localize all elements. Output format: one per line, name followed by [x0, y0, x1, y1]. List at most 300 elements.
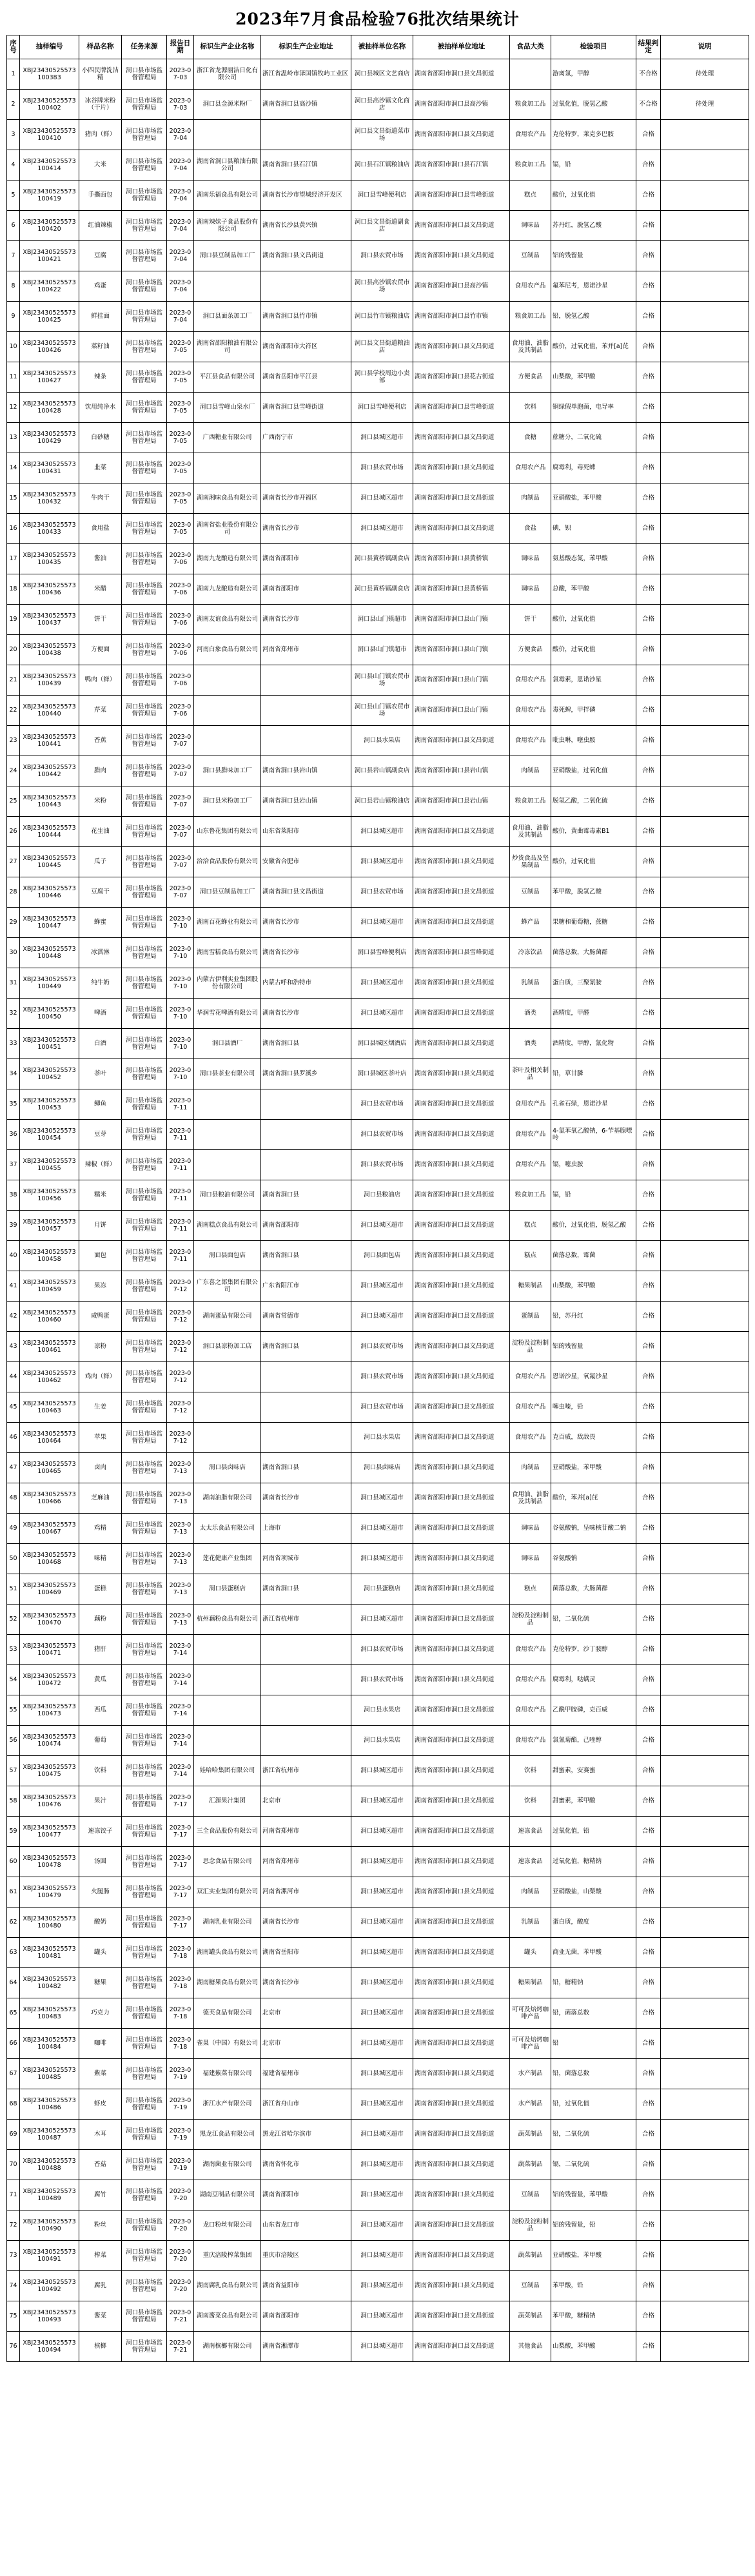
- col-sampled-unit-address: 湖南省邵阳市洞口县文昌街道: [413, 2332, 510, 2362]
- table-row: [7, 1695, 749, 1726]
- col-sampled-unit: 洞口县城区超市: [351, 514, 413, 544]
- col-index: 66: [7, 2029, 20, 2059]
- col-manufacturer-address: 广西南宁市: [261, 423, 351, 453]
- col-remark: [661, 1362, 749, 1392]
- col-sampled-unit: 洞口县城区超市: [351, 2059, 413, 2089]
- col-sample-code: XBJ23430525573100493: [20, 2301, 79, 2332]
- col-manufacturer: 湖南省盐业股份有限公司: [194, 514, 261, 544]
- col-sample-name: 黄瓜: [79, 1665, 122, 1695]
- col-sample-name: 咖啡: [79, 2029, 122, 2059]
- col-task-source: 洞口县市场监督管理局: [122, 1544, 167, 1574]
- col-food-category: 冷冻饮品: [510, 938, 551, 968]
- col-manufacturer: 重庆涪陵榨菜集团: [194, 2241, 261, 2271]
- col-test-items: 亚硝酸盐，过氧化值: [551, 756, 636, 786]
- col-sampled-unit-address: 湖南省邵阳市洞口县雪峰街道: [413, 393, 510, 423]
- col-result: 合格: [636, 1271, 661, 1302]
- col-food-category: 食用农产品: [510, 1150, 551, 1180]
- col-result: 合格: [636, 1029, 661, 1059]
- col-manufacturer-address: 湖南省洞口县罗溪乡: [261, 1059, 351, 1089]
- col-result: 不合格: [636, 90, 661, 120]
- col-manufacturer-address: 福建省福州市: [261, 2059, 351, 2089]
- col-result: 合格: [636, 362, 661, 393]
- col-sample-name: 面包: [79, 1241, 122, 1271]
- col-remark: [661, 2301, 749, 2332]
- col-remark: [661, 1453, 749, 1483]
- col-remark: [661, 211, 749, 241]
- col-manufacturer-address: [261, 665, 351, 696]
- header-col-test-items: 检验项目: [551, 35, 636, 59]
- col-index: 76: [7, 2332, 20, 2362]
- col-task-source: 洞口县市场监督管理局: [122, 1392, 167, 1423]
- col-sampled-unit-address: 湖南省邵阳市洞口县文昌街道: [413, 1483, 510, 1514]
- col-food-category: 蔬菜制品: [510, 2120, 551, 2150]
- col-manufacturer: 湖南腐乳食品有限公司: [194, 2271, 261, 2301]
- col-remark: [661, 1695, 749, 1726]
- col-sample-name: 米醋: [79, 574, 122, 605]
- col-sample-code: XBJ23430525573100438: [20, 635, 79, 665]
- col-index: 10: [7, 332, 20, 362]
- col-index: 35: [7, 1089, 20, 1120]
- col-manufacturer-address: 湖南省洞口县岩山镇: [261, 786, 351, 817]
- col-test-items: 铅，菌落总数: [551, 1998, 636, 2029]
- table-row: [7, 1786, 749, 1817]
- col-sampled-unit: 洞口县农贸市场: [351, 1332, 413, 1362]
- col-report-date: 2023-07-06: [167, 574, 194, 605]
- col-remark: [661, 817, 749, 847]
- col-result: 合格: [636, 938, 661, 968]
- col-task-source: 洞口县市场监督管理局: [122, 2029, 167, 2059]
- col-test-items: 游离氯，甲醇: [551, 59, 636, 90]
- col-test-items: 腐霉利，毒死蜱: [551, 453, 636, 483]
- col-test-items: 铜绿假单胞菌，电导率: [551, 393, 636, 423]
- col-manufacturer: [194, 1120, 261, 1150]
- col-sample-code: XBJ23430525573100489: [20, 2180, 79, 2210]
- col-sample-name: 白砂糖: [79, 423, 122, 453]
- col-index: 15: [7, 483, 20, 514]
- col-sampled-unit-address: 湖南省邵阳市洞口县文昌街道: [413, 817, 510, 847]
- col-task-source: 洞口县市场监督管理局: [122, 181, 167, 211]
- col-remark: [661, 726, 749, 756]
- col-manufacturer-address: 湖南省洞口县: [261, 1029, 351, 1059]
- col-manufacturer: 德芙食品有限公司: [194, 1998, 261, 2029]
- col-task-source: 洞口县市场监督管理局: [122, 1483, 167, 1514]
- col-manufacturer: 雀巢（中国）有限公司: [194, 2029, 261, 2059]
- col-sampled-unit: 洞口县城区超市: [351, 1211, 413, 1241]
- col-sampled-unit: 洞口县农贸市场: [351, 1392, 413, 1423]
- col-report-date: 2023-07-06: [167, 544, 194, 574]
- col-task-source: 洞口县市场监督管理局: [122, 1211, 167, 1241]
- col-result: 合格: [636, 2029, 661, 2059]
- col-result: 合格: [636, 1089, 661, 1120]
- col-sample-code: XBJ23430525573100453: [20, 1089, 79, 1120]
- col-test-items: 铅，糖精钠: [551, 1968, 636, 1998]
- col-manufacturer: 福建紫菜有限公司: [194, 2059, 261, 2089]
- col-sample-code: XBJ23430525573100454: [20, 1120, 79, 1150]
- col-index: 2: [7, 90, 20, 120]
- col-sampled-unit-address: 湖南省邵阳市洞口县文昌街道: [413, 1968, 510, 1998]
- col-manufacturer-address: 河南省郑州市: [261, 635, 351, 665]
- col-task-source: 洞口县市场监督管理局: [122, 332, 167, 362]
- col-manufacturer: 湖南菌业有限公司: [194, 2150, 261, 2180]
- col-result: 合格: [636, 453, 661, 483]
- col-sample-name: 小四民牌洗洁精: [79, 59, 122, 90]
- col-test-items: 镉，铅: [551, 1180, 636, 1211]
- col-result: 合格: [636, 2271, 661, 2301]
- col-food-category: 肉制品: [510, 1453, 551, 1483]
- col-remark: [661, 1241, 749, 1271]
- header-col-sampled-unit: 被抽样单位名称: [351, 35, 413, 59]
- col-report-date: 2023-07-04: [167, 181, 194, 211]
- table-row: [7, 1514, 749, 1544]
- col-sampled-unit: 洞口县城区超市: [351, 2150, 413, 2180]
- col-food-category: 糖果制品: [510, 1968, 551, 1998]
- col-index: 37: [7, 1150, 20, 1180]
- col-result: 合格: [636, 1241, 661, 1271]
- col-sample-name: 咸鸭蛋: [79, 1302, 122, 1332]
- col-sampled-unit-address: 湖南省邵阳市洞口县山门镇: [413, 665, 510, 696]
- col-food-category: 酒类: [510, 1029, 551, 1059]
- col-report-date: 2023-07-10: [167, 999, 194, 1029]
- col-manufacturer: 湖南糖果食品有限公司: [194, 1968, 261, 1998]
- col-report-date: 2023-07-10: [167, 1029, 194, 1059]
- col-remark: [661, 1089, 749, 1120]
- col-sample-code: XBJ23430525573100494: [20, 2332, 79, 2362]
- col-sample-name: 红油辣椒: [79, 211, 122, 241]
- col-remark: [661, 665, 749, 696]
- col-report-date: 2023-07-13: [167, 1544, 194, 1574]
- col-sample-code: XBJ23430525573100444: [20, 817, 79, 847]
- col-manufacturer-address: 广东省阳江市: [261, 1271, 351, 1302]
- col-sample-name: 韭菜: [79, 453, 122, 483]
- col-index: 68: [7, 2089, 20, 2120]
- table-row: [7, 756, 749, 786]
- col-test-items: 噻虫嗪，铅: [551, 1392, 636, 1423]
- col-manufacturer: 华润雪花啤酒有限公司: [194, 999, 261, 1029]
- col-food-category: 食用油、油脂及其制品: [510, 332, 551, 362]
- col-sample-code: XBJ23430525573100439: [20, 665, 79, 696]
- col-report-date: 2023-07-12: [167, 1332, 194, 1362]
- col-sampled-unit: 洞口县雪峰便利店: [351, 181, 413, 211]
- col-sampled-unit-address: 湖南省邵阳市洞口县文昌街道: [413, 1635, 510, 1665]
- col-report-date: 2023-07-18: [167, 1938, 194, 1968]
- table-row: [7, 2089, 749, 2120]
- table-row: [7, 1756, 749, 1786]
- col-test-items: 氨基酸态氮，苯甲酸: [551, 544, 636, 574]
- col-index: 32: [7, 999, 20, 1029]
- col-result: 合格: [636, 1211, 661, 1241]
- col-index: 16: [7, 514, 20, 544]
- col-manufacturer-address: 湖南省洞口县: [261, 1241, 351, 1271]
- col-sampled-unit: 洞口县城区超市: [351, 2301, 413, 2332]
- col-index: 52: [7, 1605, 20, 1635]
- col-sample-code: XBJ23430525573100482: [20, 1968, 79, 1998]
- col-manufacturer-address: 山东省龙口市: [261, 2210, 351, 2241]
- col-report-date: 2023-07-11: [167, 1211, 194, 1241]
- col-sample-name: 汤圆: [79, 1847, 122, 1877]
- col-sample-name: 食用盐: [79, 514, 122, 544]
- header-col-result: 结果判定: [636, 35, 661, 59]
- col-sample-name: 酱菜: [79, 2301, 122, 2332]
- col-sampled-unit: 洞口县山门镇超市: [351, 635, 413, 665]
- col-remark: [661, 908, 749, 938]
- col-sample-name: 鲫鱼: [79, 1089, 122, 1120]
- col-sample-code: XBJ23430525573100427: [20, 362, 79, 393]
- col-task-source: 洞口县市场监督管理局: [122, 1938, 167, 1968]
- col-food-category: 糕点: [510, 181, 551, 211]
- table-row: [7, 150, 749, 181]
- col-sampled-unit-address: 湖南省邵阳市洞口县文昌街道: [413, 1029, 510, 1059]
- col-remark: [661, 483, 749, 514]
- col-food-category: 食盐: [510, 514, 551, 544]
- col-sampled-unit-address: 湖南省邵阳市洞口县雪峰街道: [413, 181, 510, 211]
- col-test-items: 孔雀石绿，恩诺沙星: [551, 1089, 636, 1120]
- col-sample-code: XBJ23430525573100465: [20, 1453, 79, 1483]
- col-task-source: 洞口县市场监督管理局: [122, 574, 167, 605]
- col-result: 合格: [636, 847, 661, 877]
- table-row: [7, 483, 749, 514]
- col-sample-name: 月饼: [79, 1211, 122, 1241]
- col-test-items: 吡虫啉，噻虫胺: [551, 726, 636, 756]
- col-manufacturer-address: 湖南省岳阳市平江县: [261, 362, 351, 393]
- col-task-source: 洞口县市场监督管理局: [122, 1847, 167, 1877]
- col-manufacturer-address: 北京市: [261, 1998, 351, 2029]
- col-sampled-unit-address: 湖南省邵阳市洞口县文昌街道: [413, 1120, 510, 1150]
- col-report-date: 2023-07-14: [167, 1695, 194, 1726]
- col-food-category: 食用农产品: [510, 726, 551, 756]
- col-manufacturer-address: 湖南省邵阳市: [261, 1211, 351, 1241]
- col-index: 20: [7, 635, 20, 665]
- col-sampled-unit-address: 湖南省邵阳市洞口县文昌街道: [413, 2210, 510, 2241]
- col-sample-name: 芹菜: [79, 696, 122, 726]
- col-sample-code: XBJ23430525573100414: [20, 150, 79, 181]
- col-sample-code: XBJ23430525573100457: [20, 1211, 79, 1241]
- table-row: [7, 635, 749, 665]
- table-row: [7, 574, 749, 605]
- table-row: [7, 2332, 749, 2362]
- col-index: 50: [7, 1544, 20, 1574]
- col-manufacturer-address: [261, 1362, 351, 1392]
- col-report-date: 2023-07-04: [167, 241, 194, 271]
- col-manufacturer: 湖南百花蜂业有限公司: [194, 908, 261, 938]
- table-row: [7, 332, 749, 362]
- table-row: [7, 1605, 749, 1635]
- col-test-items: 苯甲酸，脱氢乙酸: [551, 877, 636, 908]
- col-test-items: 铅: [551, 2029, 636, 2059]
- col-report-date: 2023-07-10: [167, 908, 194, 938]
- col-sampled-unit: 洞口县城区超市: [351, 2210, 413, 2241]
- col-report-date: 2023-07-17: [167, 1908, 194, 1938]
- col-report-date: 2023-07-19: [167, 2150, 194, 2180]
- col-sampled-unit-address: 湖南省邵阳市洞口县文昌街道: [413, 1817, 510, 1847]
- col-result: 合格: [636, 1605, 661, 1635]
- col-index: 3: [7, 120, 20, 150]
- col-sampled-unit: 洞口县黄桥镇副食店: [351, 574, 413, 605]
- col-sampled-unit: 洞口县城区超市: [351, 2241, 413, 2271]
- col-result: 合格: [636, 1756, 661, 1786]
- col-food-category: 淀粉及淀粉制品: [510, 2210, 551, 2241]
- table-row: [7, 271, 749, 302]
- col-test-items: 蔗糖分，二氧化硫: [551, 423, 636, 453]
- table-row: [7, 1059, 749, 1089]
- col-sample-code: XBJ23430525573100486: [20, 2089, 79, 2120]
- col-sample-code: XBJ23430525573100441: [20, 726, 79, 756]
- col-sample-name: 瓜子: [79, 847, 122, 877]
- col-remark: [661, 150, 749, 181]
- col-remark: [661, 1605, 749, 1635]
- col-manufacturer: [194, 1089, 261, 1120]
- col-result: 合格: [636, 1423, 661, 1453]
- col-food-category: 其他食品: [510, 2332, 551, 2362]
- col-manufacturer: 思念食品有限公司: [194, 1847, 261, 1877]
- col-index: 24: [7, 756, 20, 786]
- col-remark: [661, 514, 749, 544]
- col-sampled-unit: 洞口县城区超市: [351, 423, 413, 453]
- col-manufacturer-address: 黑龙江省哈尔滨市: [261, 2120, 351, 2150]
- col-manufacturer-address: [261, 1089, 351, 1120]
- col-task-source: 洞口县市场监督管理局: [122, 2180, 167, 2210]
- col-sampled-unit: 洞口县城区超市: [351, 1483, 413, 1514]
- col-result: 合格: [636, 150, 661, 181]
- col-test-items: 铅，二氧化硫: [551, 2120, 636, 2150]
- col-sampled-unit: 洞口县农贸市场: [351, 1120, 413, 1150]
- col-task-source: 洞口县市场监督管理局: [122, 968, 167, 999]
- header-col-food-category: 食品大类: [510, 35, 551, 59]
- col-task-source: 洞口县市场监督管理局: [122, 1665, 167, 1695]
- col-report-date: 2023-07-17: [167, 1817, 194, 1847]
- col-test-items: 酒精度，甲醛: [551, 999, 636, 1029]
- table-row: [7, 2241, 749, 2271]
- col-sampled-unit: 洞口县高沙镇文化商店: [351, 90, 413, 120]
- col-manufacturer: 洞口县金源米粉厂: [194, 90, 261, 120]
- col-manufacturer: 洞口县面条加工厂: [194, 302, 261, 332]
- col-remark: [661, 1211, 749, 1241]
- col-manufacturer-address: [261, 120, 351, 150]
- col-task-source: 洞口县市场监督管理局: [122, 605, 167, 635]
- col-manufacturer: [194, 1695, 261, 1726]
- col-test-items: 酸价，过氧化值: [551, 635, 636, 665]
- col-remark: [661, 2089, 749, 2120]
- col-manufacturer: 湖南雪糕食品有限公司: [194, 938, 261, 968]
- col-sampled-unit-address: 湖南省邵阳市洞口县文昌街道: [413, 2150, 510, 2180]
- col-test-items: 山梨酸，苯甲酸: [551, 362, 636, 393]
- col-food-category: 蔬菜制品: [510, 2301, 551, 2332]
- table-row: [7, 393, 749, 423]
- col-test-items: 酸价，过氧化值: [551, 181, 636, 211]
- col-sampled-unit: 洞口县城区超市: [351, 1786, 413, 1817]
- col-index: 22: [7, 696, 20, 726]
- col-index: 48: [7, 1483, 20, 1514]
- col-index: 33: [7, 1029, 20, 1059]
- col-report-date: 2023-07-05: [167, 362, 194, 393]
- col-sample-name: 卤肉: [79, 1453, 122, 1483]
- col-task-source: 洞口县市场监督管理局: [122, 1029, 167, 1059]
- col-report-date: 2023-07-05: [167, 514, 194, 544]
- col-index: 75: [7, 2301, 20, 2332]
- col-sample-code: XBJ23430525573100460: [20, 1302, 79, 1332]
- col-sampled-unit: 洞口县山门镇农贸市场: [351, 665, 413, 696]
- col-food-category: 调味品: [510, 1514, 551, 1544]
- col-sampled-unit-address: 湖南省邵阳市洞口县文昌街道: [413, 423, 510, 453]
- col-report-date: 2023-07-11: [167, 1120, 194, 1150]
- col-index: 72: [7, 2210, 20, 2241]
- col-test-items: 克伦特罗，莱克多巴胺: [551, 120, 636, 150]
- col-food-category: 食用农产品: [510, 1089, 551, 1120]
- table-row: [7, 938, 749, 968]
- col-manufacturer-address: 湖南省邵阳市: [261, 2180, 351, 2210]
- col-test-items: 4-氯苯氧乙酸钠，6-苄基腺嘌呤: [551, 1120, 636, 1150]
- col-manufacturer-address: 湖南省邵阳市: [261, 544, 351, 574]
- col-index: 13: [7, 423, 20, 453]
- col-manufacturer-address: 浙江省杭州市: [261, 1756, 351, 1786]
- col-task-source: 洞口县市场监督管理局: [122, 1998, 167, 2029]
- col-sampled-unit-address: 湖南省邵阳市洞口县文昌街道: [413, 1756, 510, 1786]
- col-sample-code: XBJ23430525573100449: [20, 968, 79, 999]
- table-row: [7, 877, 749, 908]
- col-report-date: 2023-07-06: [167, 605, 194, 635]
- col-test-items: 镉，铅: [551, 150, 636, 181]
- col-index: 74: [7, 2271, 20, 2301]
- col-test-items: 总酸，苯甲酸: [551, 574, 636, 605]
- col-manufacturer: 湖南省洞口县粮油有限公司: [194, 150, 261, 181]
- col-remark: [661, 999, 749, 1029]
- col-remark: [661, 1483, 749, 1514]
- col-sampled-unit-address: 湖南省邵阳市洞口县文昌街道: [413, 1786, 510, 1817]
- col-task-source: 洞口县市场监督管理局: [122, 938, 167, 968]
- col-manufacturer: 洞口县卤味店: [194, 1453, 261, 1483]
- col-food-category: 罐头: [510, 1938, 551, 1968]
- col-sampled-unit-address: 湖南省邵阳市洞口县文昌街道: [413, 1059, 510, 1089]
- col-index: 14: [7, 453, 20, 483]
- col-sampled-unit: 洞口县文昌街道粮油店: [351, 332, 413, 362]
- col-sampled-unit-address: 湖南省邵阳市洞口县文昌街道: [413, 1089, 510, 1120]
- col-sample-code: XBJ23430525573100452: [20, 1059, 79, 1089]
- col-test-items: 铝的残留量: [551, 241, 636, 271]
- col-result: 合格: [636, 817, 661, 847]
- col-remark: [661, 847, 749, 877]
- col-sample-code: XBJ23430525573100437: [20, 605, 79, 635]
- col-sampled-unit-address: 湖南省邵阳市洞口县文昌街道: [413, 2271, 510, 2301]
- col-manufacturer-address: [261, 1392, 351, 1423]
- col-manufacturer-address: 北京市: [261, 1786, 351, 1817]
- col-sampled-unit-address: 湖南省邵阳市洞口县文昌街道: [413, 1150, 510, 1180]
- col-sample-code: XBJ23430525573100443: [20, 786, 79, 817]
- col-manufacturer: [194, 726, 261, 756]
- col-manufacturer: 洞口县腊味加工厂: [194, 756, 261, 786]
- col-sampled-unit-address: 湖南省邵阳市洞口县文昌街道: [413, 877, 510, 908]
- col-manufacturer-address: [261, 1695, 351, 1726]
- col-manufacturer: [194, 665, 261, 696]
- col-manufacturer: [194, 1726, 261, 1756]
- col-sampled-unit-address: 湖南省邵阳市洞口县文昌街道: [413, 59, 510, 90]
- col-report-date: 2023-07-11: [167, 1180, 194, 1211]
- col-food-category: 食用油、油脂及其制品: [510, 817, 551, 847]
- col-sampled-unit: 洞口县城区超市: [351, 483, 413, 514]
- col-sample-code: XBJ23430525573100463: [20, 1392, 79, 1423]
- col-sampled-unit-address: 湖南省邵阳市洞口县文昌街道: [413, 1938, 510, 1968]
- col-sampled-unit: 洞口县岩山镇粮油店: [351, 786, 413, 817]
- col-task-source: 洞口县市场监督管理局: [122, 2210, 167, 2241]
- col-test-items: 恩诺沙星，氧氟沙星: [551, 1362, 636, 1392]
- col-manufacturer-address: 湖南省洞口县: [261, 1574, 351, 1605]
- col-sampled-unit-address: 湖南省邵阳市洞口县文昌街道: [413, 1271, 510, 1302]
- col-report-date: 2023-07-03: [167, 90, 194, 120]
- col-remark: [661, 1392, 749, 1423]
- col-sampled-unit: 洞口县城区超市: [351, 2089, 413, 2120]
- col-index: 18: [7, 574, 20, 605]
- col-task-source: 洞口县市场监督管理局: [122, 635, 167, 665]
- col-manufacturer: 龙口粉丝有限公司: [194, 2210, 261, 2241]
- col-task-source: 洞口县市场监督管理局: [122, 59, 167, 90]
